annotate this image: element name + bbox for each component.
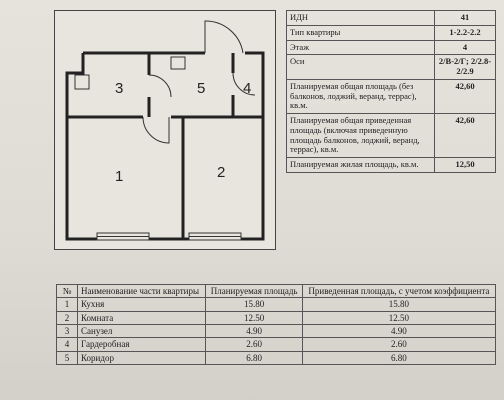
outer-wall <box>67 53 263 239</box>
row-name: Санузел <box>78 325 206 338</box>
table-header-row <box>57 285 496 298</box>
ventilation-shaft <box>75 75 89 89</box>
spec-label: Тип квартиры <box>287 25 435 40</box>
floor-plan <box>54 10 276 250</box>
table-row <box>57 325 496 338</box>
col-header-reduced: Приведенная площадь, с учетом коэффициента <box>302 285 495 298</box>
row-reduced: 4.90 <box>302 325 495 338</box>
spec-row <box>287 40 496 55</box>
spec-label: Планируемая общая приведенная площадь (включая приведенную площадь балконов, лоджий, веранд, террас), кв.м. <box>287 114 435 158</box>
spec-label: Оси <box>287 55 435 80</box>
row-name: Кухня <box>78 298 206 311</box>
col-header-planned: Планируемая площадь <box>206 285 302 298</box>
spec-value: 2/В-2/Г; 2/2.8-2/2.9 <box>435 55 496 80</box>
table-row <box>57 298 496 311</box>
spec-row <box>287 25 496 40</box>
row-num: 2 <box>57 311 78 324</box>
spec-value: 41 <box>435 11 496 26</box>
row-planned: 12.50 <box>206 311 302 324</box>
spec-label: Планируемая общая площадь (без балконов, лоджий, веранд, террас), кв.м. <box>287 79 435 113</box>
spec-value: 12,50 <box>435 158 496 173</box>
room-label-1: 1 <box>115 168 124 185</box>
door-swing <box>149 75 171 97</box>
spec-row <box>287 55 496 80</box>
col-header-num: № <box>57 285 78 298</box>
table-row <box>57 311 496 324</box>
row-num: 3 <box>57 325 78 338</box>
table-row <box>57 338 496 351</box>
room-label-4: 4 <box>243 80 252 97</box>
apartment-spec-table <box>286 10 496 173</box>
spec-row <box>287 11 496 26</box>
room-label-3: 3 <box>115 80 124 97</box>
row-reduced: 15.80 <box>302 298 495 311</box>
door-swing <box>143 117 169 143</box>
row-num: 5 <box>57 351 78 364</box>
row-planned: 4.90 <box>206 325 302 338</box>
spec-value: 4 <box>435 40 496 55</box>
row-num: 4 <box>57 338 78 351</box>
room-label-2: 2 <box>217 164 226 181</box>
row-planned: 15.80 <box>206 298 302 311</box>
spec-label: ИДН <box>287 11 435 26</box>
ventilation-shaft <box>171 57 185 69</box>
floor-plan-drawing <box>55 11 275 249</box>
row-planned: 6.80 <box>206 351 302 364</box>
spec-row <box>287 79 496 113</box>
spec-row <box>287 114 496 158</box>
spec-value: 42,60 <box>435 114 496 158</box>
spec-label: Планируемая жилая площадь, кв.м. <box>287 158 435 173</box>
row-name: Комната <box>78 311 206 324</box>
spec-label: Этаж <box>287 40 435 55</box>
col-header-name: Наименование части квартиры <box>78 285 206 298</box>
spec-value: 1-2.2-2.2 <box>435 25 496 40</box>
row-reduced: 6.80 <box>302 351 495 364</box>
row-reduced: 2.60 <box>302 338 495 351</box>
row-name: Коридор <box>78 351 206 364</box>
row-name: Гардеробная <box>78 338 206 351</box>
row-planned: 2.60 <box>206 338 302 351</box>
table-row <box>57 351 496 364</box>
room-areas-table <box>56 284 496 365</box>
spec-row <box>287 158 496 173</box>
row-reduced: 12.50 <box>302 311 495 324</box>
row-num: 1 <box>57 298 78 311</box>
entrance-door <box>205 21 243 53</box>
spec-value: 42,60 <box>435 79 496 113</box>
room-label-5: 5 <box>197 80 206 97</box>
